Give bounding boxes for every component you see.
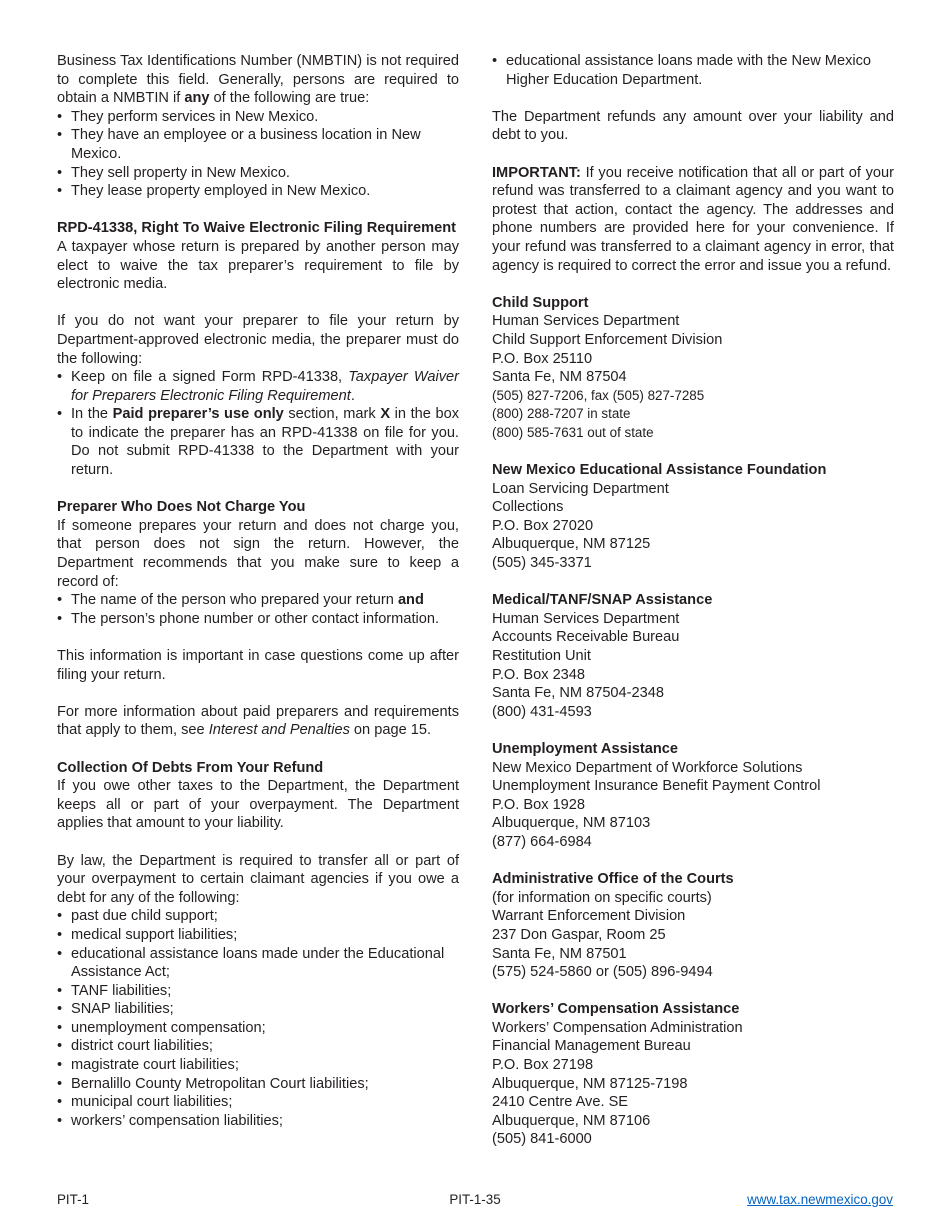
nmbtin-intro: Business Tax Identifications Number (NMBTIN) is not required to complete this field. Generally, persons are required to obtain a NMBTIN if any of the following are true: [57,53,459,107]
contact-line: P.O. Box 2348 [492,666,586,683]
contact-line: Loan Servicing Department [492,480,669,497]
contact-line: Workers’ Compensation Administration [492,1019,743,1036]
courts-contact [492,870,894,982]
contact-line: Warrant Enforcement Division [492,908,686,925]
contact-line: P.O. Box 27020 [492,517,594,534]
preparer-section [57,498,459,740]
contact-line: (575) 524-5860 or (505) 896-9494 [492,964,713,981]
preparer-paragraph: If someone prepares your return and does not charge you, that person does not sign the return. However, the Department recommends that you make sure to keep a record of: [57,517,459,590]
contact-line: Albuquerque, NM 87125 [492,536,651,553]
list-item: • They perform services in New Mexico. [57,108,459,127]
contact-line: Albuquerque, NM 87103 [492,815,651,832]
rpd-section [57,219,459,479]
list-item: • Keep on file a signed Form RPD-41338, Taxpayer Waiver for Preparers Electronic Filing Requirement. [57,368,459,405]
footer-form-id: PIT-1 [57,1192,89,1207]
contact-line: Santa Fe, NM 87501 [492,945,627,962]
debts-heading: Collection Of Debts From Your Refund [57,759,324,776]
contact-heading: Child Support [492,294,589,311]
debts-list-continued [492,52,894,89]
rpd-paragraph: If you do not want your preparer to file your return by Department-approved electronic media, the preparer must do the following: [57,313,459,367]
contact-line: (505) 841-6000 [492,1131,592,1148]
list-item: • educational assistance loans made under the Educational Assistance Act; [57,945,459,982]
rpd-heading: RPD-41338, Right To Waive Electronic Filing Requirement [57,220,456,237]
contact-line: (877) 664-6984 [492,833,592,850]
child-support-contact [492,294,894,443]
nmbtin-section [57,52,459,201]
contact-heading: New Mexico Educational Assistance Foundation [492,462,827,479]
contact-line: Santa Fe, NM 87504 [492,369,627,386]
footer-page-number: PIT-1-35 [449,1192,501,1207]
refund-paragraph: The Department refunds any amount over your liability and debt to you. [492,108,894,144]
debts-paragraph: By law, the Department is required to transfer all or part of your overpayment to certain claimant agencies if you owe a debt for any of the following: [57,852,459,906]
contact-phone: (800) 585-7631 out of state [492,424,654,440]
list-item: • In the Paid preparer’s use only section, mark X in the box to indicate the preparer has an RPD-41338 on file for you. Do not submit RPD-41338 to the Department with your return. [57,405,459,479]
contact-heading: Unemployment Assistance [492,740,678,757]
important-notice: IMPORTANT: If you receive notification that all or part of your refund was transferred to a claimant agency and you want to protest that action, contact the agency. The addresses and phone numbers are provided here for your convenience. If your refund was transferred to a claimant agency in error, that agency is required to correct the error and issue you a refund. [492,164,894,274]
contact-heading: Administrative Office of the Courts [492,871,734,888]
contact-line: P.O. Box 1928 [492,796,586,813]
preparer-paragraph: This information is important in case questions come up after filing your return. [57,648,459,683]
list-item: • medical support liabilities; [57,926,459,945]
contact-line: Unemployment Insurance Benefit Payment Control [492,778,821,795]
contact-line: Financial Management Bureau [492,1038,691,1055]
list-item: • They lease property employed in New Mexico. [57,182,459,201]
contact-line: (505) 345-3371 [492,555,592,572]
list-item: • They have an employee or a business location in New Mexico. [57,126,459,163]
preparer-heading: Preparer Who Does Not Charge You [57,499,306,516]
contact-line: Restitution Unit [492,648,591,664]
contact-line: Albuquerque, NM 87125-7198 [492,1075,688,1092]
contact-line: Albuquerque, NM 87106 [492,1112,651,1129]
contact-line: P.O. Box 25110 [492,350,593,367]
contact-heading: Medical/TANF/SNAP Assistance [492,592,713,609]
list-item: • past due child support; [57,907,459,926]
list-item: • The name of the person who prepared your return and [57,591,459,610]
contact-line: Human Services Department [492,313,680,330]
contact-line: Santa Fe, NM 87504-2348 [492,685,664,702]
preparer-paragraph: For more information about paid preparers and requirements that apply to them, see Interest and Penalties on page 15. [57,703,459,739]
list-item: • municipal court liabilities; [57,1093,459,1112]
debts-section [57,759,459,1131]
contact-line: (800) 431-4593 [492,703,592,720]
medical-contact [492,591,894,721]
contact-line: Accounts Receivable Bureau [492,629,680,646]
left-column [57,52,459,1130]
nmbtin-list [57,108,459,201]
list-item: • workers’ compensation liabilities; [57,1112,459,1131]
list-item: • The person’s phone number or other contact information. [57,610,459,629]
contact-line: Child Support Enforcement Division [492,331,723,348]
list-item: • district court liabilities; [57,1037,459,1056]
list-item: • SNAP liabilities; [57,1000,459,1019]
contact-line: New Mexico Department of Workforce Solutions [492,759,803,776]
contact-line: Human Services Department [492,610,680,627]
contact-phone: (505) 827-7206, fax (505) 827-7285 [492,387,705,403]
list-item: • Bernalillo County Metropolitan Court liabilities; [57,1075,459,1094]
contact-line: Collections [492,499,564,516]
contact-phone: (800) 288-7207 in state [492,406,631,422]
contact-line: 237 Don Gaspar, Room 25 [492,926,666,943]
list-item: • They sell property in New Mexico. [57,164,459,183]
preparer-list [57,591,459,628]
debts-paragraph: If you owe other taxes to the Department, the Department keeps all or part of your overpayment. The Department applies that amount to your liability. [57,778,459,832]
list-item: • magistrate court liabilities; [57,1056,459,1075]
contact-line: 2410 Centre Ave. SE [492,1094,629,1111]
list-item: • TANF liabilities; [57,982,459,1001]
debts-list [57,907,459,1130]
workers-comp-contact [492,1000,894,1149]
list-item: • educational assistance loans made with the New Mexico Higher Education Department. [492,52,894,89]
website-link[interactable]: www.tax.newmexico.gov [747,1192,893,1207]
list-item: • unemployment compensation; [57,1019,459,1038]
contact-line: (for information on specific courts) [492,889,712,906]
rpd-list [57,368,459,480]
right-column [492,52,894,1149]
contact-line: P.O. Box 27198 [492,1057,594,1074]
contact-heading: Workers’ Compensation Assistance [492,1001,740,1018]
footer-website [747,1191,893,1210]
unemployment-contact [492,740,894,852]
nmeaf-contact [492,461,894,573]
rpd-paragraph: A taxpayer whose return is prepared by another person may elect to waive the tax preparer’s requirement to file by electronic media. [57,238,459,293]
